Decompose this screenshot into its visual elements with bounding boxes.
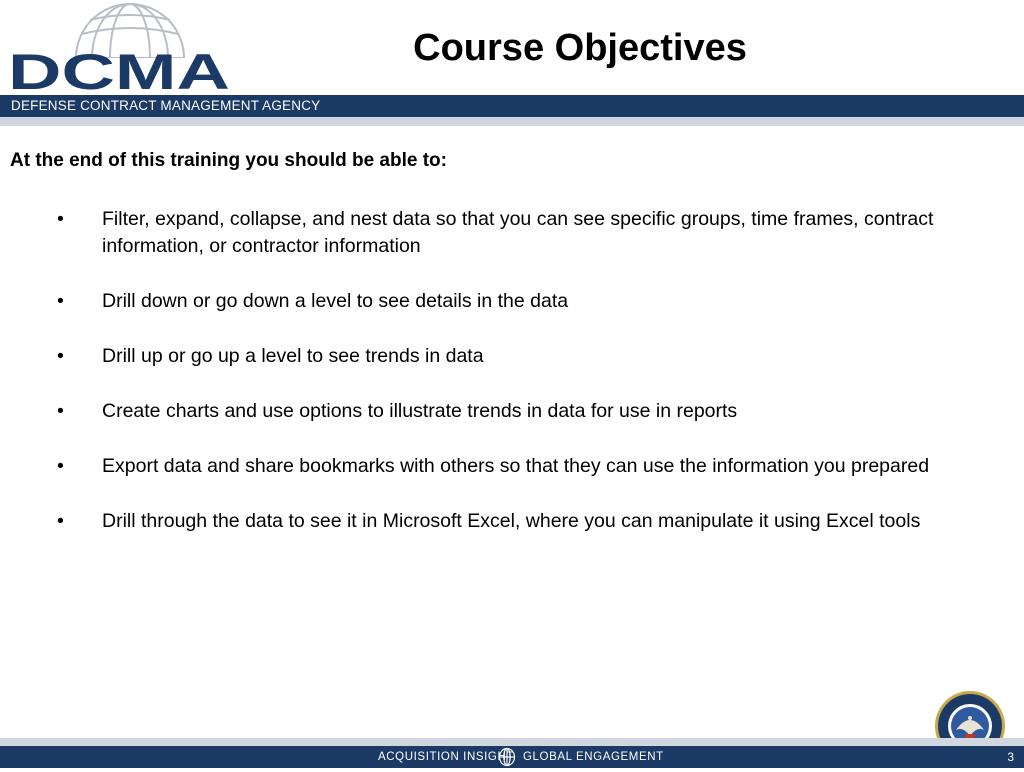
footer-divider [0, 738, 1024, 746]
globe-icon [498, 747, 516, 772]
list-item-text: Drill through the data to see it in Microsoft Excel, where you can manipulate it using Excel tools [102, 510, 921, 532]
bullet-icon: • [57, 345, 64, 367]
list-item [0, 288, 954, 315]
page-number: 3 [1007, 750, 1014, 764]
list-item [0, 453, 954, 480]
list-item [0, 343, 954, 370]
agency-banner [0, 95, 1024, 117]
list-item-text: Filter, expand, collapse, and nest data so that you can see specific groups, time frames, contract information, or contractor information [102, 208, 934, 257]
footer-banner [0, 746, 1024, 768]
bullet-icon: • [57, 400, 64, 422]
agency-name: DEFENSE CONTRACT MANAGEMENT AGENCY [11, 98, 321, 113]
bullet-icon: • [57, 455, 64, 477]
dcma-logo [8, 2, 232, 94]
list-item-text: Drill down or go down a level to see details in the data [102, 290, 569, 312]
list-item-text: Export data and share bookmarks with others so that they can use the information you prepared [102, 455, 930, 477]
bullet-icon: • [57, 208, 64, 230]
list-item-text: Drill up or go up a level to see trends in data [102, 345, 484, 367]
objectives-list [0, 206, 1024, 563]
header-divider [0, 117, 1024, 126]
bullet-icon: • [57, 290, 64, 312]
list-item [0, 206, 954, 260]
list-item [0, 508, 954, 535]
logo-text: DCMA [8, 44, 230, 94]
list-item [0, 398, 954, 425]
list-item-text: Create charts and use options to illustrate trends in data for use in reports [102, 400, 738, 422]
footer-left-text: ACQUISITION INSIGHT [378, 751, 514, 763]
bullet-icon: • [57, 510, 64, 532]
intro-text: At the end of this training you should be able to: [10, 150, 447, 171]
page-title: Course Objectives [413, 27, 747, 69]
footer-right-text: GLOBAL ENGAGEMENT [523, 751, 664, 763]
